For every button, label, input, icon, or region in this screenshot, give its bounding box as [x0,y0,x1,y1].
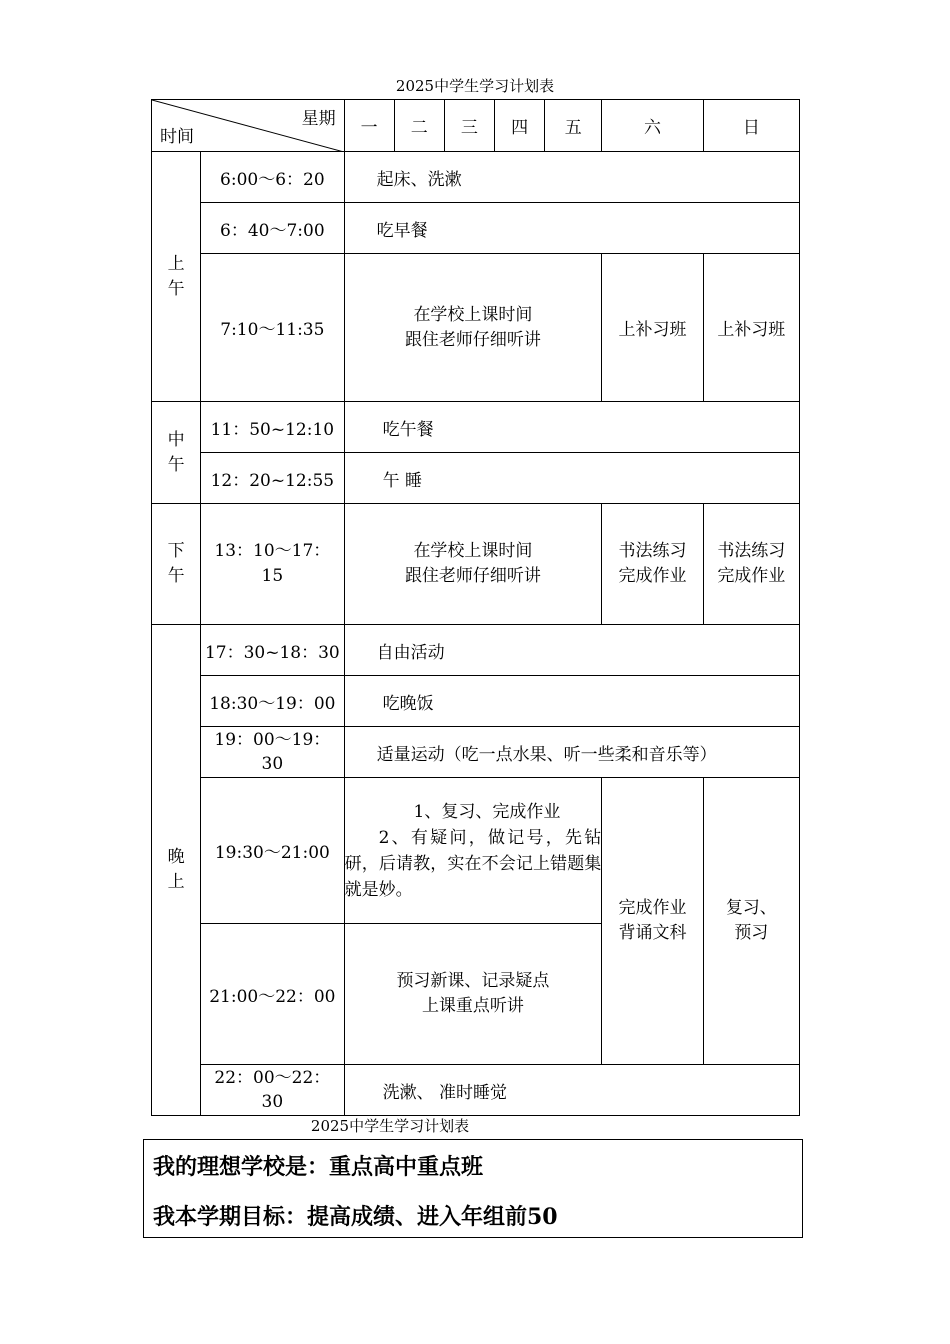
activity-cell: 起床、洗漱 [344,152,799,203]
week-label: 星期 [301,109,336,129]
sunday-cell: 书法练习 完成作业 [703,504,799,625]
activity-cell: 吃午餐 [344,402,799,453]
period-morning: 上 午 [152,152,201,402]
day-sat: 六 [602,100,703,152]
time-cell: 13：10～17： 15 [201,504,344,625]
weekday-class-cell: 在学校上课时间 跟住老师仔细听讲 [344,504,602,625]
day-thu: 四 [495,100,545,152]
saturday-cell: 完成作业 背诵文科 [602,778,703,1065]
time-cell: 19:30～21:00 [201,778,344,924]
activity-cell: 吃早餐 [344,203,799,254]
header-diagonal-cell [152,100,345,152]
saturday-cell: 上补习班 [602,254,703,402]
semester-goal-text: 我本学期目标：提高成绩、进入年组前50 [153,1204,558,1230]
weekday-class-cell: 在学校上课时间 跟住老师仔细听讲 [344,254,602,402]
goals-box [143,1139,803,1238]
time-cell: 6：40～7:00 [201,203,344,254]
time-cell: 19：00～19： 30 [201,727,344,778]
day-wed: 三 [444,100,494,152]
activity-cell: 适量运动（吃一点水果、听一些柔和音乐等） [344,727,799,778]
period-noon: 中 午 [152,402,201,504]
footer-title: 2025中学生学习计划表 [310,1117,470,1135]
time-cell: 21:00～22：00 [201,924,344,1065]
homework-step-1: 1、复习、完成作业 [413,801,561,822]
activity-cell: 洗漱、 准时睡觉 [344,1065,799,1116]
day-mon: 一 [344,100,394,152]
sunday-cell: 复习、 预习 [703,778,799,1065]
day-sun: 日 [703,100,799,152]
sunday-cell: 上补习班 [703,254,799,402]
time-cell: 22：00～22： 30 [201,1065,344,1116]
ideal-school-text: 我的理想学校是：重点高中重点班 [153,1154,484,1180]
activity-cell: 自由活动 [344,625,799,676]
day-tue: 二 [394,100,444,152]
time-cell: 7:10～11:35 [201,254,344,402]
saturday-cell: 书法练习 完成作业 [602,504,703,625]
time-label: 时间 [160,127,194,147]
activity-cell: 午 睡 [344,453,799,504]
time-cell: 6:00～6：20 [201,152,344,203]
time-cell: 12：20~12:55 [201,453,344,504]
preview-cell: 预习新课、记录疑点 上课重点听讲 [344,924,602,1065]
homework-steps-cell [344,778,602,924]
activity-cell: 吃晚饭 [344,676,799,727]
study-plan-table [151,99,800,1116]
time-cell: 17：30~18：30 [201,625,344,676]
time-cell: 11：50~12:10 [201,402,344,453]
period-evening: 晚 上 [152,625,201,1116]
time-cell: 18:30～19：00 [201,676,344,727]
period-afternoon: 下 午 [152,504,201,625]
homework-step-2: 2、有疑问，做记号，先钻研，后请教，实在不会记上错题集就是妙。 [344,827,602,900]
day-fri: 五 [545,100,602,152]
document-title: 2025中学生学习计划表 [395,77,555,95]
